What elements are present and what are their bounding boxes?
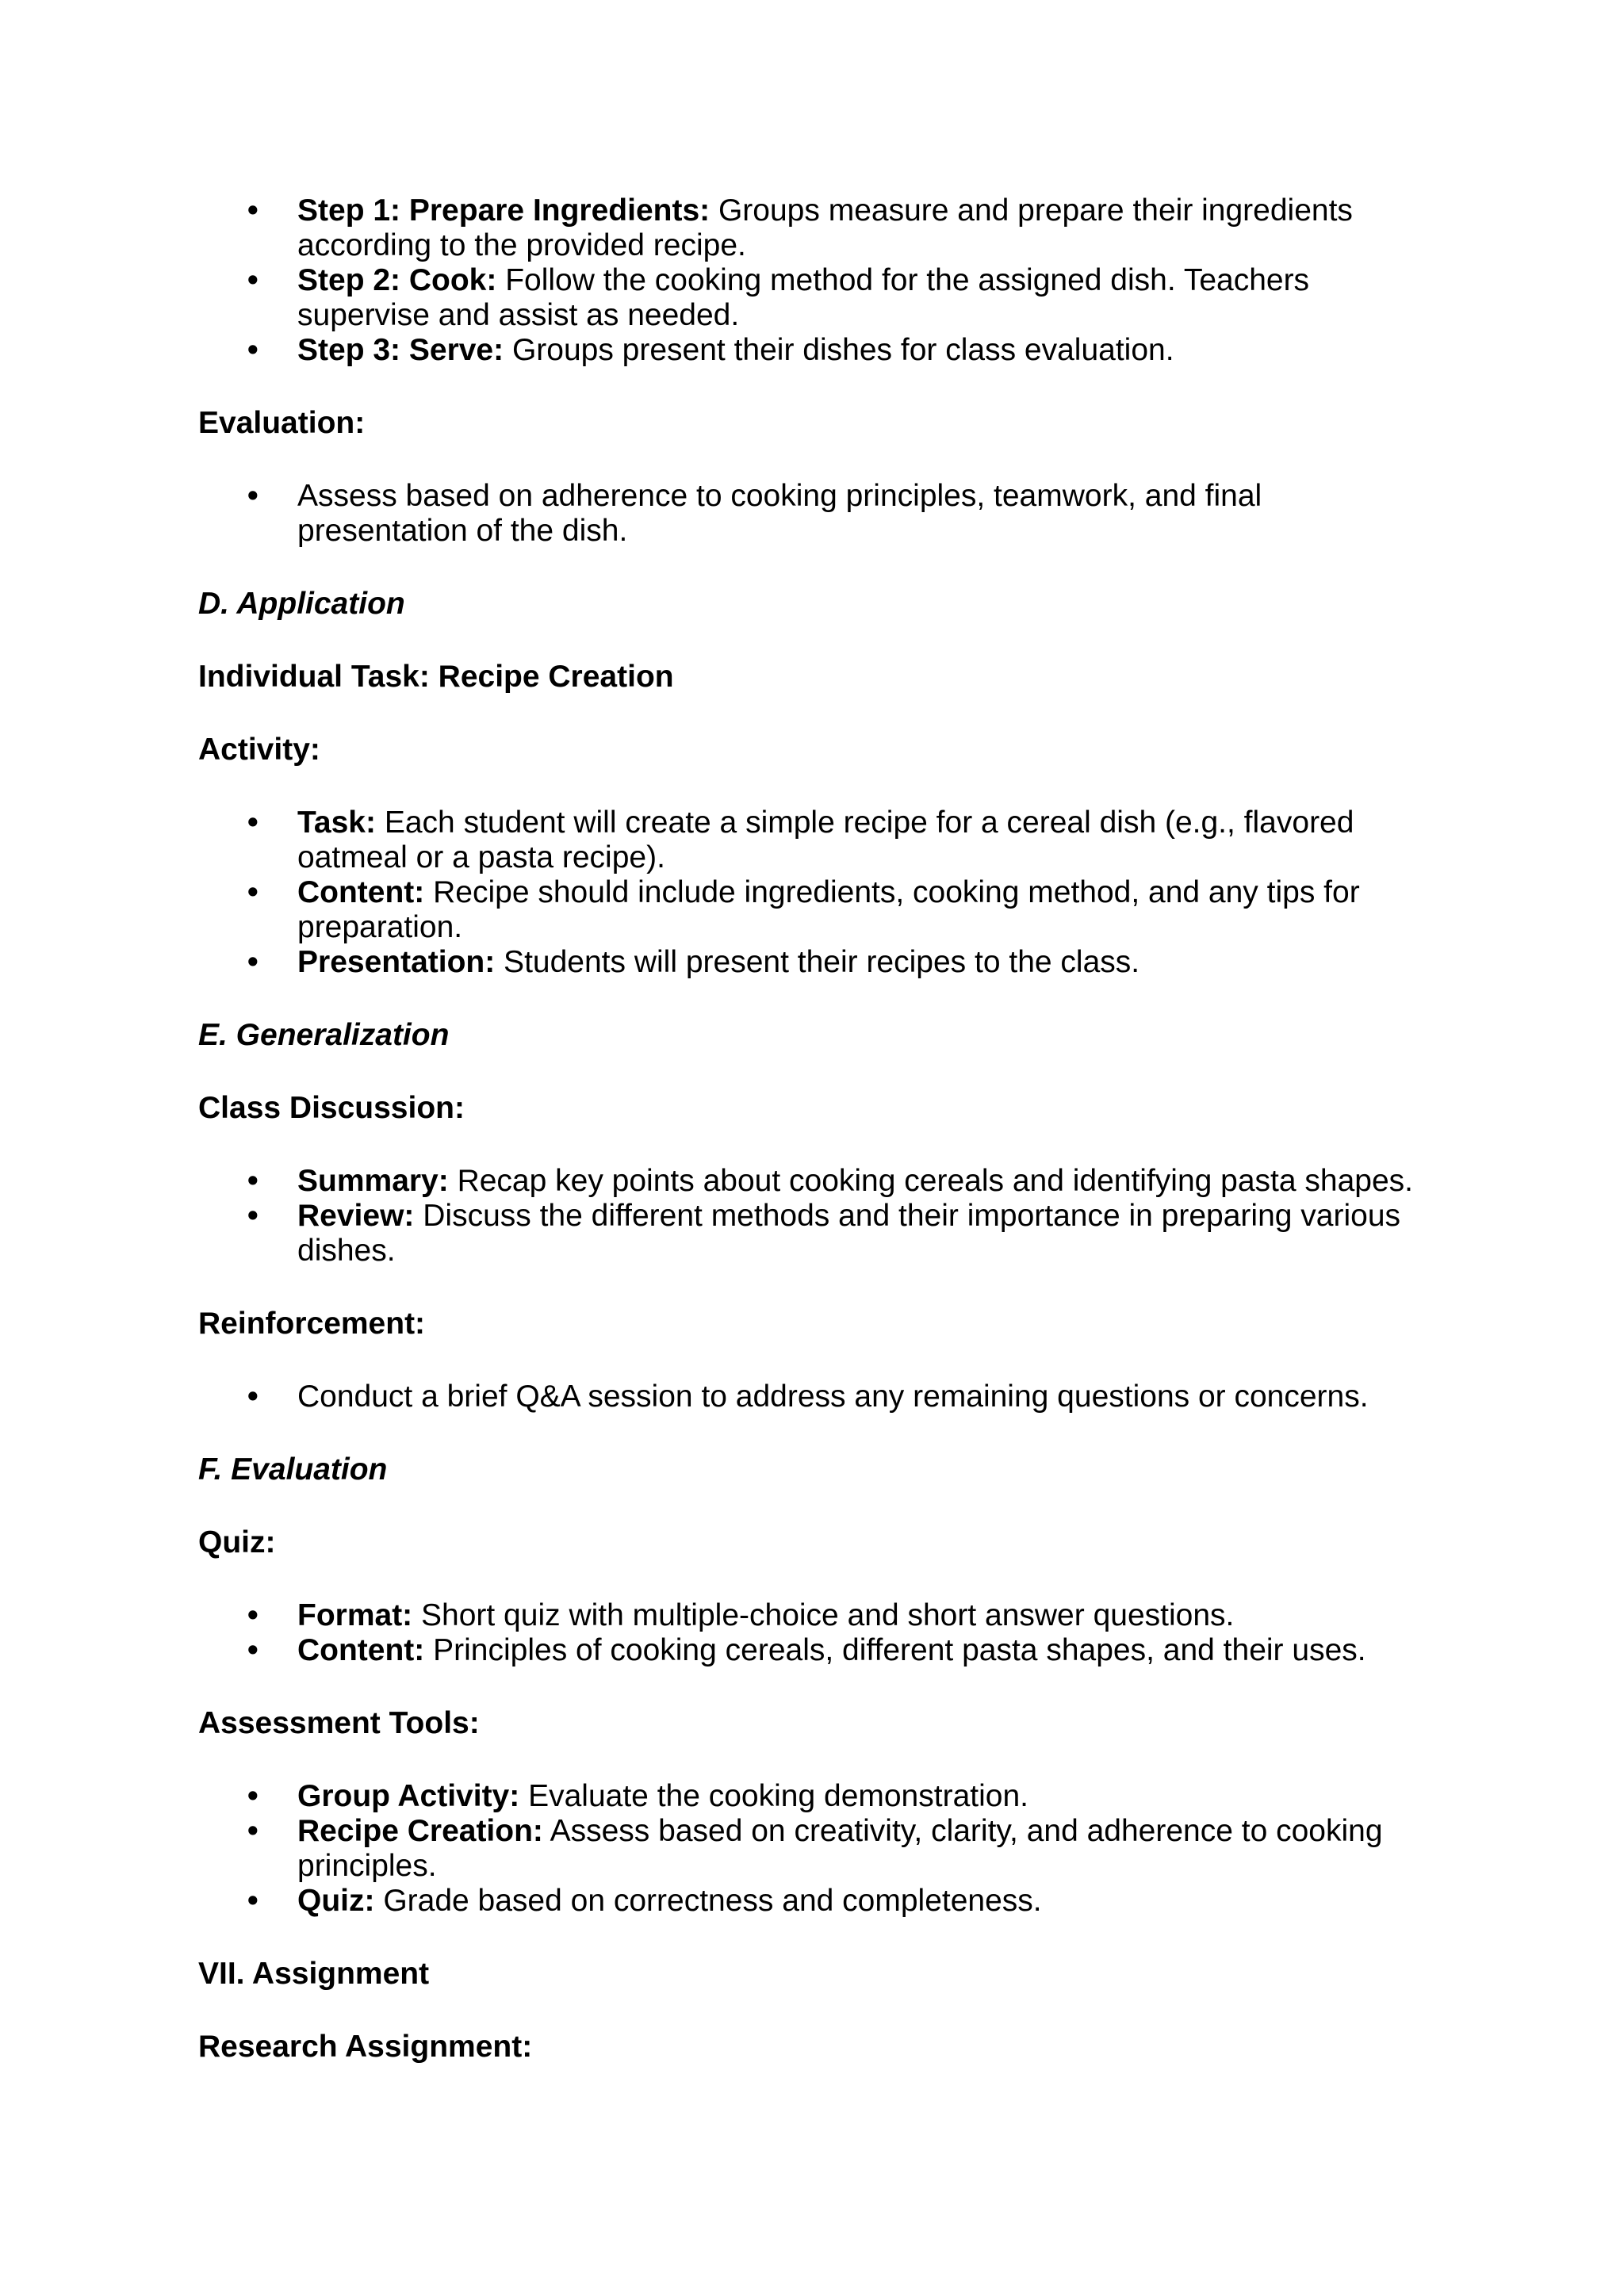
item-label: Step 1: Prepare Ingredients: xyxy=(297,193,710,228)
list-item xyxy=(198,1814,1435,1884)
heading-e-generalization: E. Generalization xyxy=(198,1018,450,1052)
item-text: Principles of cooking cereals, different pasta shapes, and their uses. xyxy=(424,1633,1366,1667)
bullet-icon: • xyxy=(247,263,259,297)
heading-quiz: Quiz: xyxy=(198,1525,276,1559)
item-text: Evaluate the cooking demonstration. xyxy=(519,1779,1028,1813)
list-item xyxy=(198,1380,1435,1414)
item-label: Step 2: Cook: xyxy=(297,263,497,297)
item-label: Recipe Creation: xyxy=(297,1814,543,1848)
heading-research-assignment: Research Assignment: xyxy=(198,2030,533,2064)
heading-evaluation: Evaluation: xyxy=(198,406,366,440)
item-label: Step 3: Serve: xyxy=(297,333,504,367)
document-page xyxy=(198,193,1435,2103)
item-text: Groups present their dishes for class evaluation. xyxy=(504,333,1174,367)
bullet-list xyxy=(198,1164,1435,1269)
item-label: Review: xyxy=(297,1199,415,1233)
item-label: Content: xyxy=(297,1633,425,1667)
item-text: Discuss the different methods and their importance in preparing various dishes. xyxy=(297,1199,1401,1268)
item-text: Assess based on creativity, clarity, and adherence to cooking principles. xyxy=(297,1814,1383,1883)
bullet-icon: • xyxy=(247,1884,259,1918)
bullet-icon: • xyxy=(247,1199,259,1233)
list-item xyxy=(198,806,1435,875)
list-item xyxy=(198,263,1435,333)
bullet-icon: • xyxy=(247,1598,259,1632)
item-text: Each student will create a simple recipe for a cereal dish (e.g., flavored oatmeal or a pasta recipe). xyxy=(297,806,1354,874)
bullet-icon: • xyxy=(247,1779,259,1813)
bullet-icon: • xyxy=(247,1164,259,1198)
bullet-list xyxy=(198,1380,1435,1414)
item-label: Content: xyxy=(297,875,425,909)
list-item xyxy=(198,875,1435,945)
list-item xyxy=(198,193,1435,263)
item-text: Follow the cooking method for the assigned dish. Teachers supervise and assist as needed. xyxy=(297,263,1310,332)
bullet-list xyxy=(198,806,1435,980)
heading-assessment-tools: Assessment Tools: xyxy=(198,1706,480,1740)
bullet-list xyxy=(198,1598,1435,1668)
heading-activity: Activity: xyxy=(198,733,320,767)
list-item xyxy=(198,1199,1435,1269)
item-text: Short quiz with multiple-choice and short answer questions. xyxy=(412,1598,1235,1632)
item-label: Task: xyxy=(297,806,376,840)
item-label: Format: xyxy=(297,1598,413,1632)
bullet-icon: • xyxy=(247,1380,259,1414)
item-text: Grade based on correctness and completeness. xyxy=(374,1884,1042,1918)
heading-individual-task-recipe-creation: Individual Task: Recipe Creation xyxy=(198,660,674,694)
bullet-list xyxy=(198,479,1435,549)
item-text: Conduct a brief Q&A session to address any remaining questions or concerns. xyxy=(297,1380,1369,1414)
item-text: Recap key points about cooking cereals and identifying pasta shapes. xyxy=(448,1164,1414,1198)
bullet-list xyxy=(198,1779,1435,1919)
list-item xyxy=(198,1598,1435,1633)
heading-f-evaluation: F. Evaluation xyxy=(198,1452,388,1487)
list-item xyxy=(198,479,1435,549)
bullet-icon: • xyxy=(247,1633,259,1667)
list-item xyxy=(198,945,1435,980)
heading-class-discussion: Class Discussion: xyxy=(198,1091,465,1125)
bullet-icon: • xyxy=(247,1814,259,1848)
item-label: Group Activity: xyxy=(297,1779,520,1813)
bullet-icon: • xyxy=(247,875,259,909)
bullet-icon: • xyxy=(247,945,259,979)
heading-reinforcement: Reinforcement: xyxy=(198,1307,426,1341)
item-label: Quiz: xyxy=(297,1884,375,1918)
bullet-icon: • xyxy=(247,806,259,840)
list-item xyxy=(198,1884,1435,1919)
list-item xyxy=(198,333,1435,368)
list-item xyxy=(198,1164,1435,1199)
item-text: Groups measure and prepare their ingredients according to the provided recipe. xyxy=(297,193,1353,262)
bullet-icon: • xyxy=(247,193,259,228)
bullet-icon: • xyxy=(247,479,259,513)
item-text: Students will present their recipes to the class. xyxy=(495,945,1140,979)
bullet-list xyxy=(198,193,1435,368)
item-label: Presentation: xyxy=(297,945,496,979)
bullet-icon: • xyxy=(247,333,259,367)
item-text: Assess based on adherence to cooking principles, teamwork, and final presentation of the dish. xyxy=(297,479,1262,548)
list-item xyxy=(198,1633,1435,1668)
item-text: Recipe should include ingredients, cooking method, and any tips for preparation. xyxy=(297,875,1360,944)
item-label: Summary: xyxy=(297,1164,449,1198)
heading-vii-assignment: VII. Assignment xyxy=(198,1957,430,1991)
list-item xyxy=(198,1779,1435,1814)
heading-d-application: D. Application xyxy=(198,587,405,621)
